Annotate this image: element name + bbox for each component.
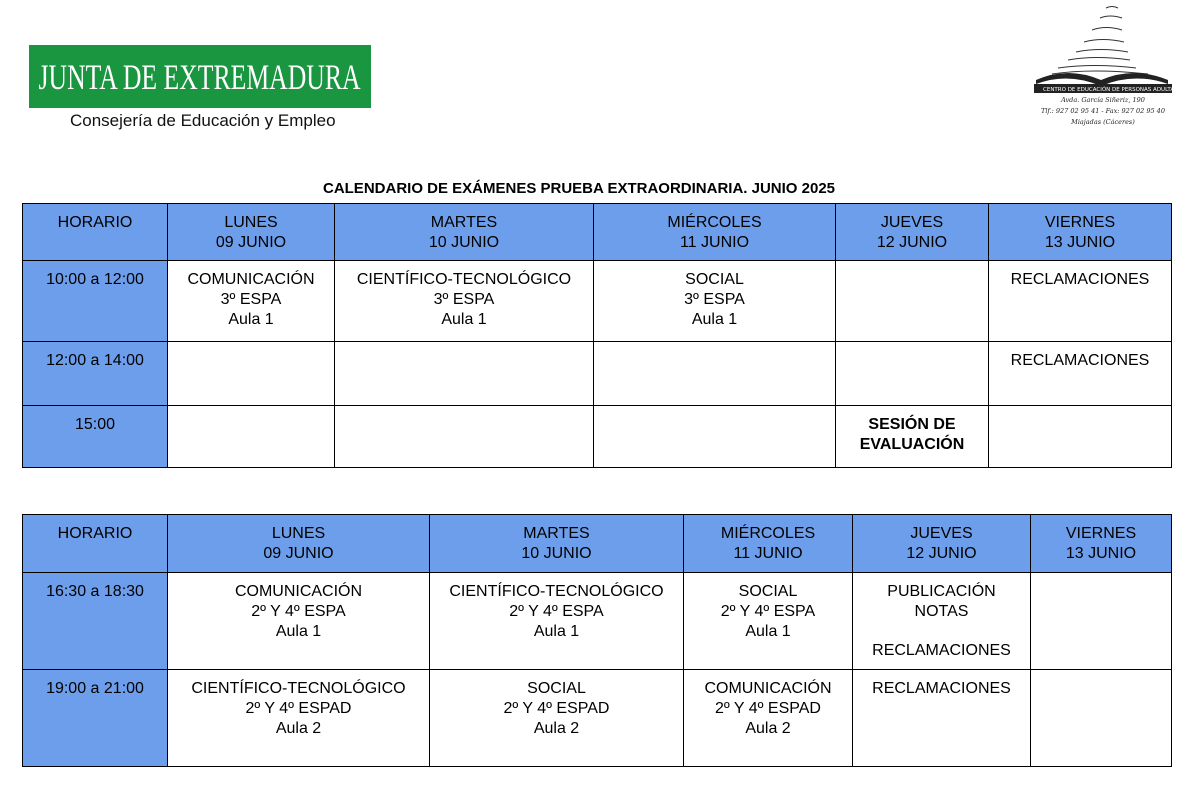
cell-room: Aula 2 — [533, 720, 580, 737]
time-slot-cell — [23, 670, 168, 767]
cell-subject: SOCIAL — [685, 271, 744, 288]
logo-text: JUNTA DE EXTREMADURA — [39, 56, 362, 97]
cell-subject: COMUNICACIÓN — [234, 583, 363, 600]
schedule-cell — [1031, 670, 1172, 767]
center-name-text: CENTRO DE EDUCACIÓN DE PERSONAS ADULTAS — [1043, 87, 1178, 93]
cell-subject: SOCIAL — [738, 583, 798, 600]
cell-subject: RECLAMACIONES — [1010, 352, 1150, 369]
header-day — [168, 204, 335, 261]
header-day-name: MIÉRCOLES — [720, 525, 816, 542]
time-slot-label: 19:00 a 21:00 — [46, 680, 144, 697]
time-slot-cell — [23, 261, 168, 342]
cell-subject: CIENTÍFICO-TECNOLÓGICO — [356, 271, 572, 288]
cell-subject: SOCIAL — [527, 680, 586, 697]
header-day-name: MARTES — [523, 525, 590, 542]
header-day — [684, 515, 853, 573]
header-day-date: 13 JUNIO — [1044, 234, 1116, 251]
schedule-cell — [168, 670, 430, 767]
cell-subject: COMUNICACIÓN — [704, 680, 832, 697]
header-day-name: JUEVES — [910, 525, 973, 542]
schedule-cell — [989, 406, 1172, 468]
header-day — [430, 515, 684, 573]
cell-group: 2º Y 4º ESPAD — [715, 700, 821, 717]
schedule-cell — [168, 261, 335, 342]
table-row — [23, 573, 1172, 670]
header-day-date: 09 JUNIO — [263, 545, 334, 562]
schedule-cell — [836, 342, 989, 406]
time-slot-cell — [23, 573, 168, 670]
header-day-date: 10 JUNIO — [521, 545, 592, 562]
header-day-date: 11 JUNIO — [679, 234, 750, 251]
cell-room: Aula 2 — [275, 720, 322, 737]
center-phone: Tlf.: 927 02 95 41 - Fax: 927 02 95 40 — [1041, 107, 1165, 115]
cell-spacer — [857, 622, 1026, 641]
schedule-cell — [594, 406, 836, 468]
cell-group: 2º Y 4º ESPAD — [503, 700, 610, 717]
page-title: CALENDARIO DE EXÁMENES PRUEBA EXTRAORDINARIA. JUNIO 2025 — [322, 180, 836, 197]
cell-group: 2º Y 4º ESPA — [251, 603, 346, 620]
schedule-cell — [989, 342, 1172, 406]
schedule-cell — [684, 573, 853, 670]
logo-subtitle: Consejería de Educación y Empleo — [70, 111, 336, 130]
cell-room: Aula 1 — [441, 311, 487, 328]
schedule-cell — [1031, 573, 1172, 670]
cell-room: Aula 1 — [275, 623, 322, 640]
cell-group: 2º Y 4º ESPA — [509, 603, 604, 620]
cell-subject: COMUNICACIÓN — [187, 271, 315, 288]
schedule-cell — [594, 342, 836, 406]
schedule-cell — [853, 573, 1031, 670]
cell-room: Aula 1 — [691, 311, 738, 328]
header-day-date: 12 JUNIO — [906, 545, 977, 562]
schedule-cell — [989, 261, 1172, 342]
cell-group: EVALUACIÓN — [859, 436, 965, 453]
cell-subject: CIENTÍFICO-TECNOLÓGICO — [449, 583, 664, 600]
schedule-cell — [335, 406, 594, 468]
header-day-date: 13 JUNIO — [1065, 545, 1137, 562]
cell-group: NOTAS — [914, 603, 969, 620]
header-horario — [23, 515, 168, 573]
cell-subject: CIENTÍFICO-TECNOLÓGICO — [191, 680, 406, 697]
cell-group: 3º ESPA — [433, 291, 495, 308]
header-day-name: VIERNES — [1065, 525, 1137, 542]
header-day-name: JUEVES — [880, 214, 944, 231]
time-slot-cell — [23, 342, 168, 406]
cell-subject: PUBLICACIÓN — [887, 583, 996, 600]
schedule-cell — [335, 261, 594, 342]
exam-calendar-table-evening — [22, 514, 1172, 767]
cell-subject: RECLAMACIONES — [1010, 271, 1150, 288]
table-header-row — [23, 515, 1172, 573]
junta-extremadura-logo — [29, 45, 371, 108]
cell-group: 3º ESPA — [220, 291, 282, 308]
header-day — [168, 515, 430, 573]
center-city: Miajadas (Cáceres) — [1071, 118, 1135, 126]
header-day-date: 10 JUNIO — [428, 234, 500, 251]
cell-subject: SESIÓN DE — [868, 416, 956, 433]
schedule-cell — [335, 342, 594, 406]
exam-calendar-table-morning — [22, 203, 1172, 468]
header-day — [853, 515, 1031, 573]
time-slot-cell — [23, 406, 168, 468]
header-day-date: 12 JUNIO — [876, 234, 948, 251]
cell-group: 2º Y 4º ESPAD — [245, 700, 352, 717]
table-row — [23, 670, 1172, 767]
time-slot-label: 10:00 a 12:00 — [46, 271, 144, 288]
schedule-cell — [853, 670, 1031, 767]
schedule-cell — [836, 406, 989, 468]
schedule-cell — [168, 406, 335, 468]
cell-room: RECLAMACIONES — [872, 642, 1011, 659]
cell-room: Aula 1 — [228, 311, 274, 328]
header-day — [335, 204, 594, 261]
cell-subject: RECLAMACIONES — [872, 680, 1011, 697]
schedule-cell — [594, 261, 836, 342]
header-day-name: LUNES — [224, 214, 278, 231]
header-horario — [23, 204, 168, 261]
schedule-cell — [836, 261, 989, 342]
header-day — [989, 204, 1172, 261]
cell-room: Aula 2 — [745, 720, 791, 737]
schedule-cell — [168, 342, 335, 406]
table-row — [23, 406, 1172, 468]
cell-room: Aula 1 — [745, 623, 791, 640]
header-day-name: HORARIO — [57, 525, 133, 542]
time-slot-label: 12:00 a 14:00 — [46, 352, 144, 369]
header-day-name: VIERNES — [1044, 214, 1116, 231]
table-header-row — [23, 204, 1172, 261]
header-day-name: LUNES — [271, 525, 326, 542]
schedule-cell — [168, 573, 430, 670]
header-day — [594, 204, 836, 261]
table-row — [23, 342, 1172, 406]
cell-room: Aula 1 — [533, 623, 580, 640]
schedule-cell — [430, 670, 684, 767]
header-day-date: 09 JUNIO — [215, 234, 287, 251]
header-day-date: 11 JUNIO — [733, 545, 803, 562]
center-address: Avda. García Siñeriz, 190 — [1061, 96, 1145, 104]
header-day — [1031, 515, 1172, 573]
header-day — [836, 204, 989, 261]
cell-group: 2º Y 4º ESPA — [720, 603, 816, 620]
schedule-cell — [684, 670, 853, 767]
schedule-cell — [430, 573, 684, 670]
cell-group: 3º ESPA — [684, 291, 745, 308]
header-day-name: MARTES — [430, 214, 498, 231]
time-slot-label: 16:30 a 18:30 — [46, 583, 144, 600]
header-day-name: HORARIO — [57, 214, 133, 231]
table-row — [23, 261, 1172, 342]
time-slot-label: 15:00 — [74, 416, 116, 433]
header-day-name: MIÉRCOLES — [667, 214, 762, 231]
